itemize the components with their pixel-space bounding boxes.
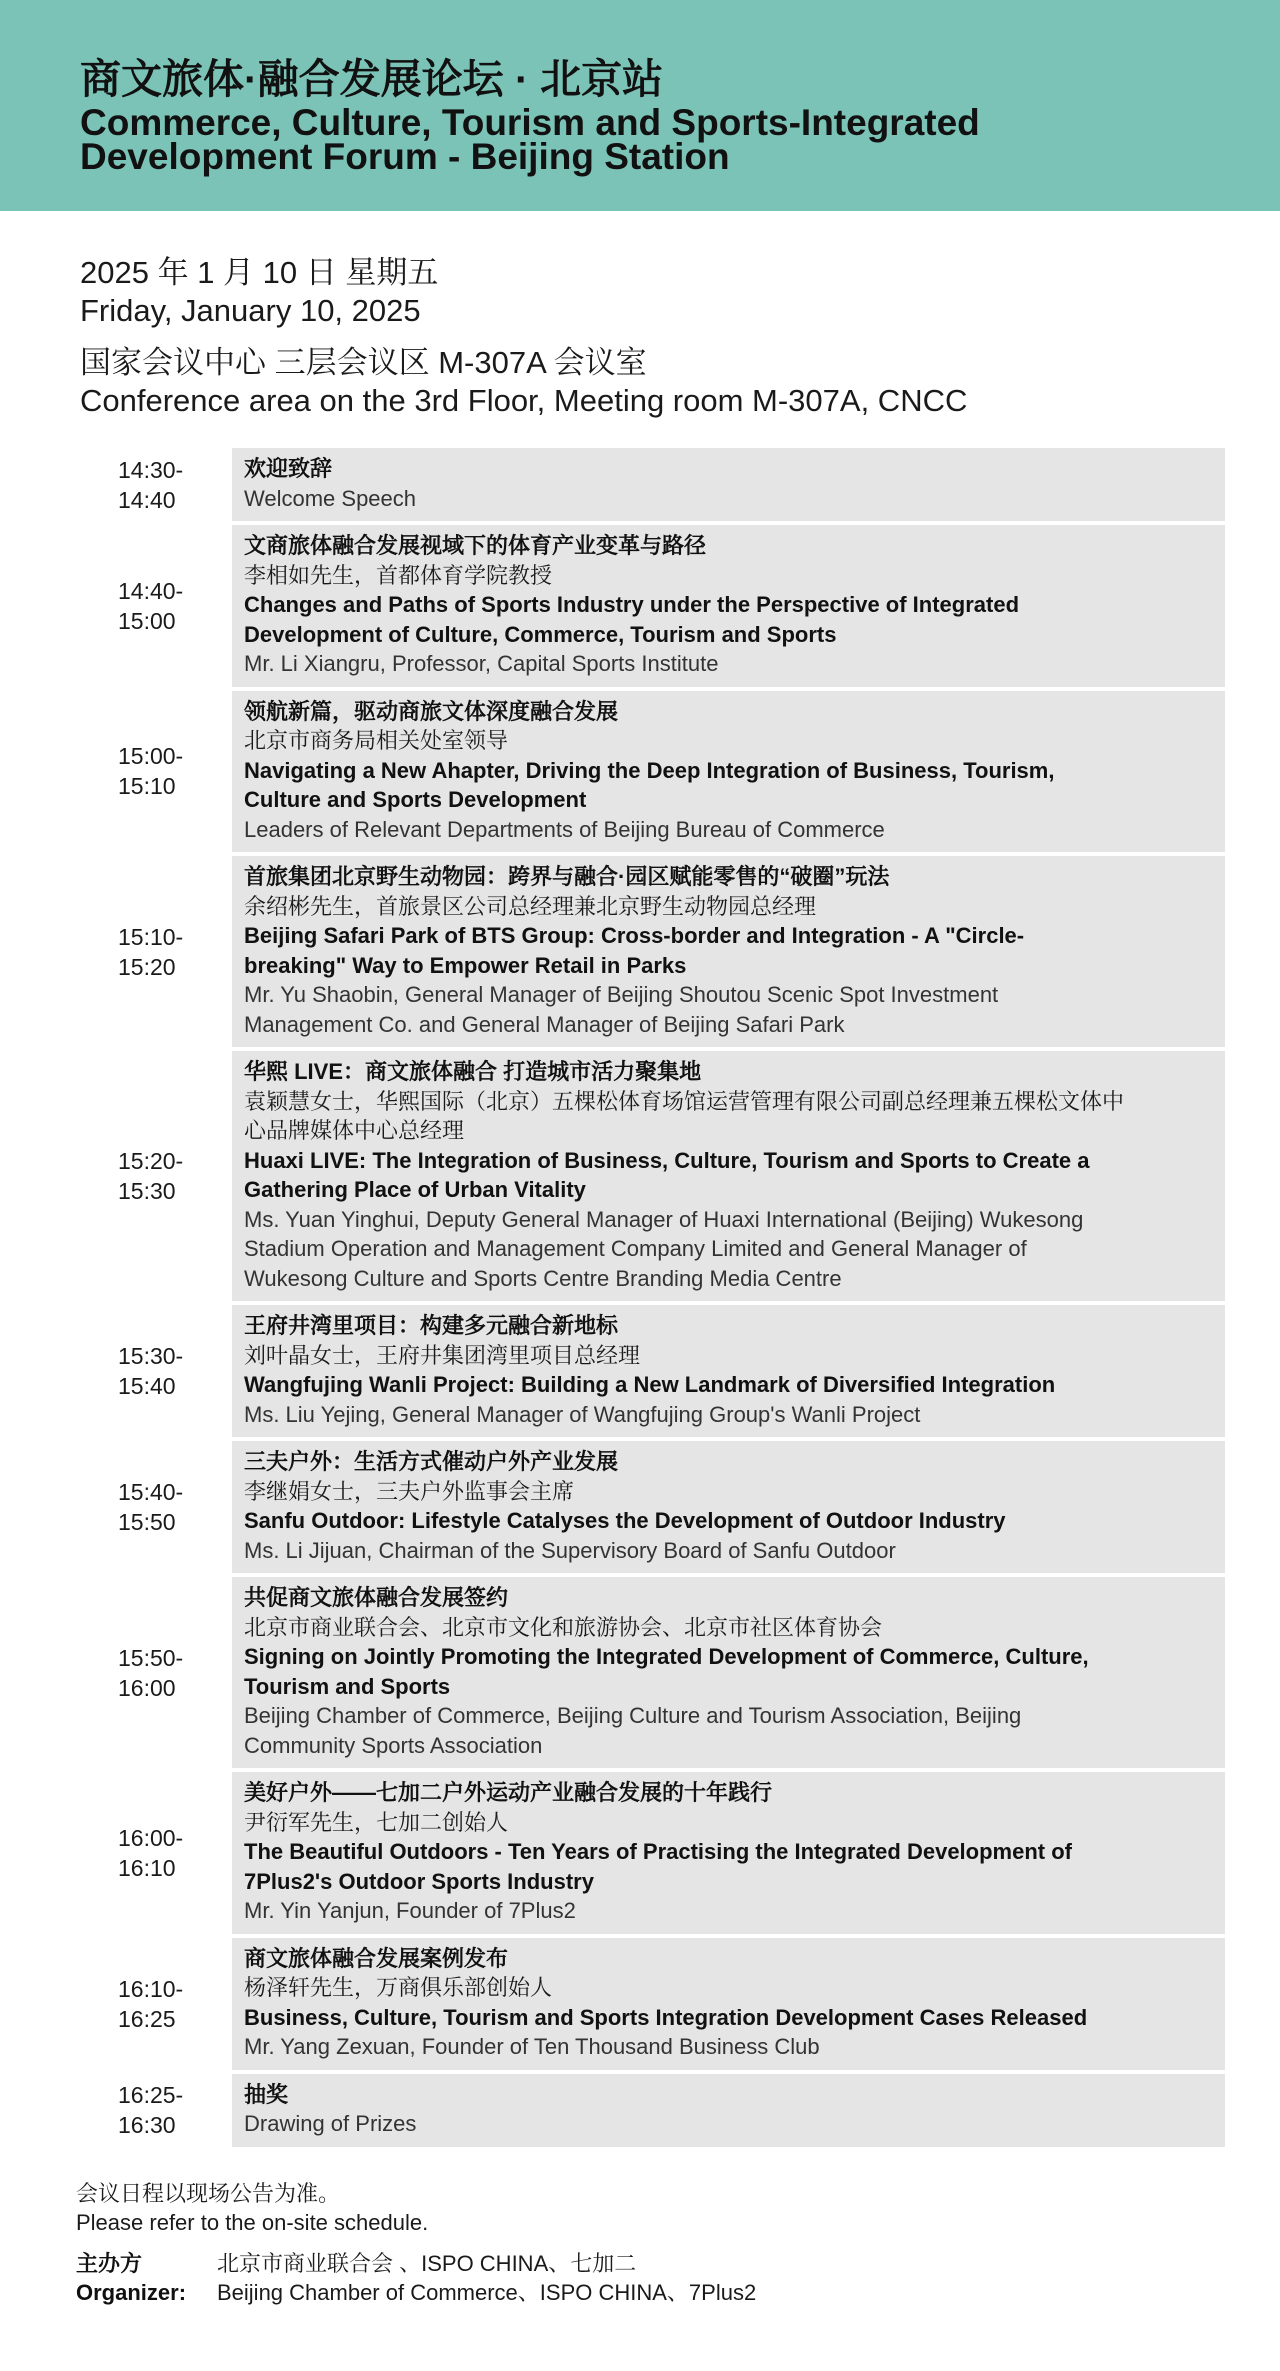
time-start: 16:25- [118,2082,184,2108]
time-start: 15:20- [118,1148,184,1174]
speaker-en: Mr. Yu Shaobin, General Manager of Beijing Shoutou Scenic Spot Investment [244,982,999,1007]
schedule-row [80,525,1225,687]
forum-title-zh: 商文旅体·融合发展论坛 · 北京站 [80,56,664,102]
speaker-en: Ms. Liu Yejing, General Manager of Wangfujing Group's Wanli Project [244,1401,921,1427]
speaker-en: Community Sports Association [244,1732,543,1758]
time-start: 15:50- [118,1644,184,1671]
speaker-zh: 心品牌媒体中心总经理 [244,1118,465,1143]
schedule-row [80,691,1225,853]
schedule-row [80,1772,1225,1934]
event-venue-zh: 国家会议中心 三层会议区 M-307A 会议室 [80,345,647,380]
session-box [232,856,1225,1047]
session-box [232,525,1225,687]
speaker-en: Leaders of Relevant Departments of Beijing Bureau of Commerce [244,816,885,842]
time-end: 16:10 [118,1854,176,1881]
organizer-list-en: Beijing Chamber of Commerce、ISPO CHINA、7Plus2 [217,2280,757,2305]
time-start: 16:10- [118,1975,184,2002]
organizer-row-zh [76,2249,1226,2278]
time-slot [80,856,232,1047]
session-title-zh: 抽奖 [244,2081,289,2107]
session-title-zh: 欢迎致辞 [244,456,333,481]
session-title-en: Culture and Sports Development [244,787,587,812]
time-start: 15:00- [118,743,184,770]
schedule-row [80,1305,1225,1437]
speaker-zh: 袁颖慧女士，华熙国际（北京）五棵松体育场馆运营管理有限公司副总经理兼五棵松文体中 [244,1088,1125,1114]
session-title-en: The Beautiful Outdoors - Ten Years of Practising the Integrated Development of [244,1839,1072,1864]
session-title-en: Huaxi LIVE: The Integration of Business, Culture, Tourism and Sports to Create a [244,1147,1090,1173]
speaker-en: Welcome Speech [244,485,417,511]
time-slot [80,1051,232,1301]
speaker-en: Mr. Li Xiangru, Professor, Capital Sports Institute [244,651,719,676]
session-title-zh: 王府井湾里项目：构建多元融合新地标 [244,1313,619,1338]
time-end: 15:10 [118,773,176,800]
speaker-zh: 李继娟女士，三夫户外监事会主席 [244,1478,575,1504]
session-box [232,1305,1225,1437]
time-slot [80,1772,232,1934]
session-title-zh: 商文旅体融合发展案例发布 [244,1945,509,1971]
session-title-en: Tourism and Sports [244,1673,451,1699]
session-title-zh: 华熙 LIVE：商文旅体融合 打造城市活力聚集地 [244,1059,702,1084]
time-end: 15:00 [118,607,176,634]
session-title-en: Changes and Paths of Sports Industry under the Perspective of Integrated [244,592,1020,617]
speaker-zh: 刘叶晶女士，王府井集团湾里项目总经理 [244,1342,641,1368]
time-slot [80,1305,232,1437]
schedule-note-zh: 会议日程以现场公告为准。 [76,2181,341,2206]
speaker-zh: 尹衍军先生，七加二创始人 [244,1809,509,1835]
time-slot [80,691,232,853]
session-box [232,2074,1225,2147]
session-title-zh: 三夫户外：生活方式催动户外产业发展 [244,1449,619,1474]
session-title-en: Wangfujing Wanli Project: Building a New Landmark of Diversified Integration [244,1372,1056,1397]
session-box [232,1938,1225,2070]
schedule-row [80,1938,1225,2070]
schedule-row [80,2074,1225,2147]
time-end: 16:30 [118,2112,176,2138]
session-box [232,448,1225,521]
speaker-zh: 李相如先生，首都体育学院教授 [244,562,553,588]
schedule-row [80,1051,1225,1301]
speaker-zh: 杨泽轩先生，万商俱乐部创始人 [244,1975,553,2000]
session-title-en: breaking" Way to Empower Retail in Parks [244,952,687,978]
time-end: 15:30 [118,1178,176,1204]
speaker-en: Beijing Chamber of Commerce, Beijing Culture and Tourism Association, Beijing [244,1703,1022,1728]
session-title-en: Development of Culture, Commerce, Tourism and Sports [244,621,837,647]
schedule-row [80,448,1225,521]
speaker-en: Stadium Operation and Management Company Limited and General Manager of [244,1236,1027,1261]
session-title-zh: 文商旅体融合发展视域下的体育产业变革与路径 [244,533,707,558]
session-title-zh: 领航新篇，驱动商旅文体深度融合发展 [244,698,619,724]
event-date-zh: 2025 年 1 月 10 日 星期五 [80,255,439,290]
session-title-en: Business, Culture, Tourism and Sports Integration Development Cases Released [244,2004,1088,2030]
time-start: 15:30- [118,1343,184,1369]
speaker-en: Wukesong Culture and Sports Centre Branding Media Centre [244,1265,842,1291]
organizer-label-zh: 主办方 [76,2251,143,2276]
session-box [232,1772,1225,1934]
session-box [232,1577,1225,1768]
schedule-row [80,1441,1225,1573]
time-slot [80,448,232,521]
session-title-zh: 共促商文旅体融合发展签约 [244,1585,509,1610]
schedule-table [80,448,1225,2151]
session-title-en: 7Plus2's Outdoor Sports Industry [244,1868,594,1894]
speaker-zh: 北京市商务局相关处室领导 [244,728,509,753]
time-end: 14:40 [118,486,176,513]
session-title-en: Signing on Jointly Promoting the Integrated Development of Commerce, Culture, [244,1644,1089,1669]
speaker-zh: 余绍彬先生，首旅景区公司总经理兼北京野生动物园总经理 [244,893,817,919]
time-end: 16:25 [118,2005,176,2032]
session-box [232,1441,1225,1573]
session-title-en: Navigating a New Ahapter, Driving the Deep Integration of Business, Tourism, [244,757,1055,783]
time-end: 15:40 [118,1373,176,1399]
forum-title-en-line2: Development Forum - Beijing Station [80,136,730,177]
session-title-en: Beijing Safari Park of BTS Group: Cross-border and Integration - A "Circle- [244,923,1025,948]
time-start: 14:40- [118,577,184,604]
event-date-en: Friday, January 10, 2025 [80,293,421,328]
speaker-en: Ms. Li Jijuan, Chairman of the Supervisory Board of Sanfu Outdoor [244,1537,896,1563]
session-title-en: Gathering Place of Urban Vitality [244,1177,586,1202]
session-title-en: Sanfu Outdoor: Lifestyle Catalyses the Development of Outdoor Industry [244,1508,1006,1533]
session-box [232,691,1225,853]
speaker-en: Mr. Yin Yanjun, Founder of 7Plus2 [244,1898,576,1923]
time-start: 15:10- [118,923,184,950]
footer [76,2179,1226,2307]
time-end: 15:50 [118,1509,176,1535]
speaker-en: Mr. Yang Zexuan, Founder of Ten Thousand Business Club [244,2034,820,2059]
schedule-row [80,856,1225,1047]
speaker-zh: 北京市商业联合会、北京市文化和旅游协会、北京市社区体育协会 [244,1614,883,1640]
speaker-en: Ms. Yuan Yinghui, Deputy General Manager of Huaxi International (Beijing) Wukesong [244,1206,1084,1232]
time-start: 16:00- [118,1824,184,1851]
schedule-note-en: Please refer to the on-site schedule. [76,2210,429,2235]
speaker-en: Drawing of Prizes [244,2111,417,2136]
schedule-row [80,1577,1225,1768]
organizer-row-en [76,2278,1226,2307]
time-end: 15:20 [118,953,176,980]
time-slot [80,525,232,687]
session-title-zh: 美好户外——七加二户外运动产业融合发展的十年践行 [244,1780,773,1805]
time-slot [80,1577,232,1768]
event-info [80,254,1230,420]
time-slot [80,1441,232,1573]
forum-title-en-line1: Commerce, Culture, Tourism and Sports-Integrated [80,102,980,143]
header-banner [0,0,1280,211]
time-slot [80,2074,232,2147]
session-box [232,1051,1225,1301]
time-start: 14:30- [118,456,184,483]
speaker-en: Management Co. and General Manager of Beijing Safari Park [244,1011,845,1037]
organizer-list-zh: 北京市商业联合会 、ISPO CHINA、七加二 [217,2251,637,2276]
time-slot [80,1938,232,2070]
session-title-zh: 首旅集团北京野生动物园：跨界与融合·园区赋能零售的“破圈”玩法 [244,864,890,889]
event-venue-en: Conference area on the 3rd Floor, Meeting room M-307A, CNCC [80,383,968,418]
time-end: 16:00 [118,1674,176,1701]
organizer-label-en: Organizer: [76,2280,187,2305]
time-start: 15:40- [118,1479,184,1505]
